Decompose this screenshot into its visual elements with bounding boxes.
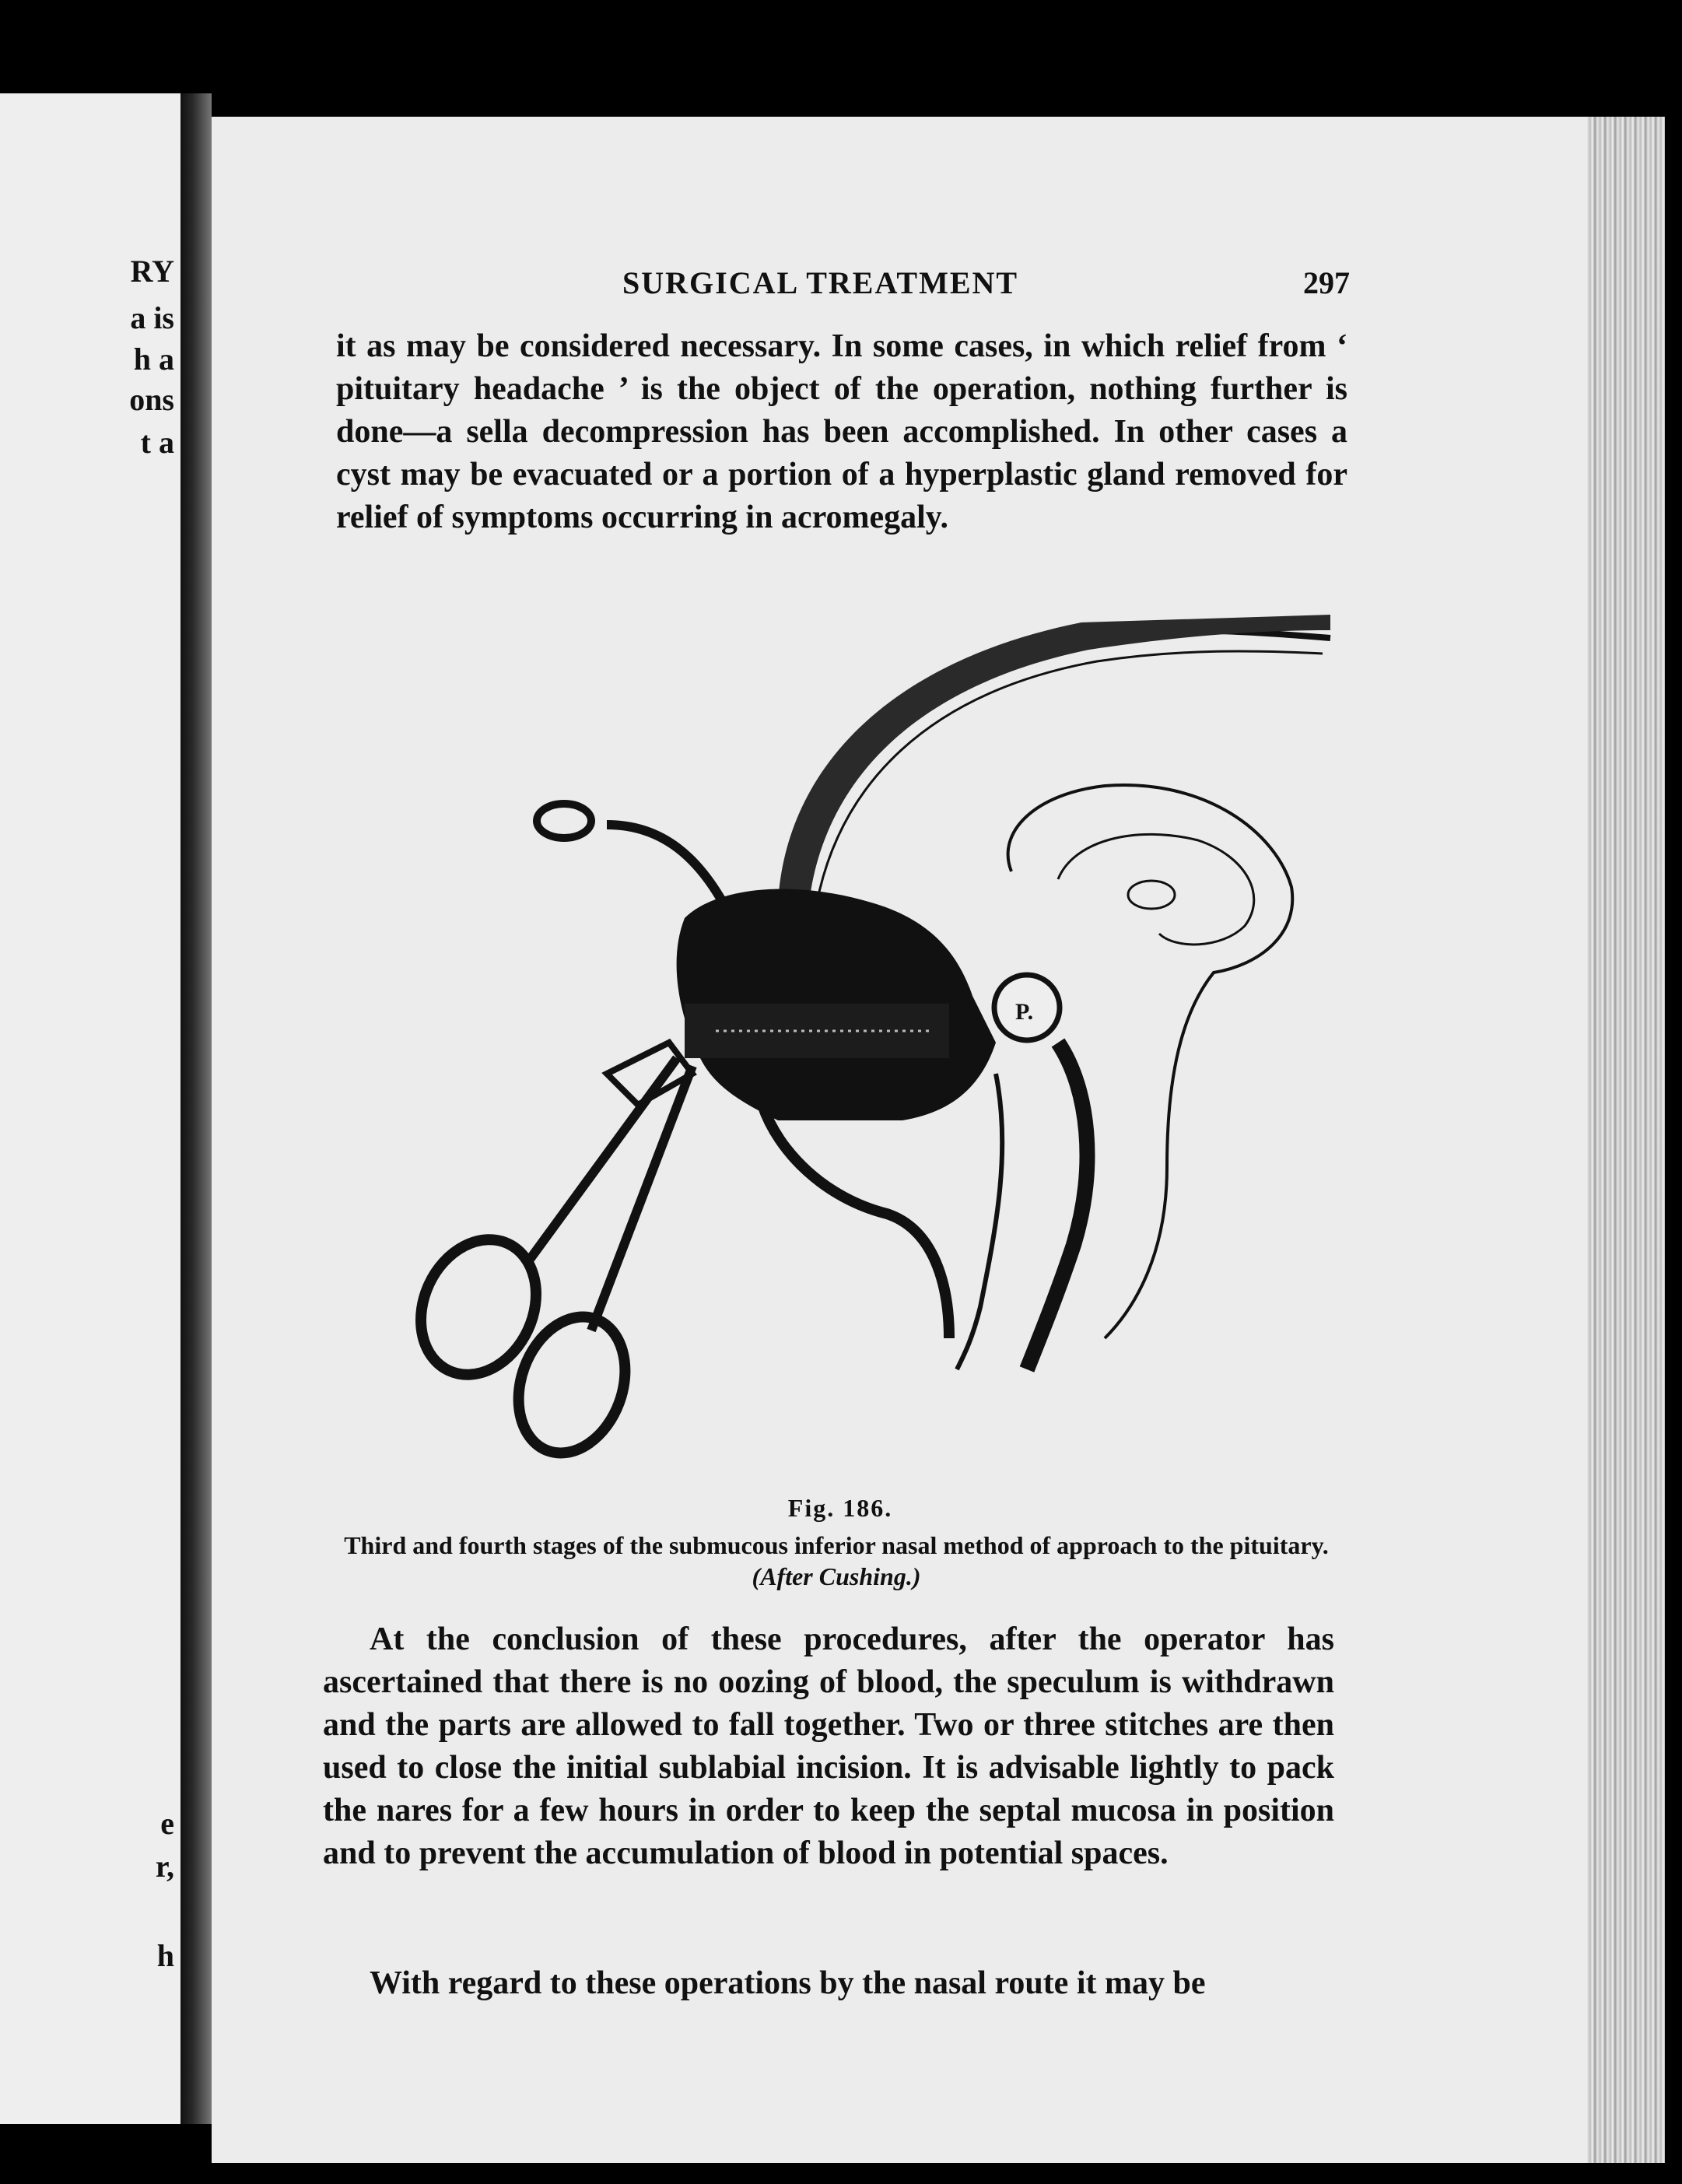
left-fragment-line: RY <box>130 254 174 289</box>
figure-caption-main: Third and fourth stages of the submucous inferior nasal method of approach to the pituitary. <box>344 1531 1329 1559</box>
left-fragment-line: h <box>156 1938 174 1973</box>
spinal-column <box>1027 1043 1087 1369</box>
forceps-ring-right <box>500 1302 643 1468</box>
book-gutter <box>180 93 212 2124</box>
brain-ventricle <box>1128 881 1175 909</box>
posterior-pharynx <box>957 1074 1002 1369</box>
left-fragment-line: a is <box>130 300 174 335</box>
brain-outline <box>1008 785 1293 1338</box>
skull-bone <box>778 615 1330 903</box>
paragraph-continuation: it as may be considered necessary. In some cases, in which relief from ‘ pituitary headache ’ is the object of the operation, nothing further is done—a sella decompression has been accomplished. In other cases a cyst may be evacuated or a portion of a hyperplastic gland removed for relief of symptoms occurring in acromegaly. <box>336 328 1347 535</box>
figure-label: Fig. 186. <box>787 1494 893 1522</box>
palate <box>762 1105 949 1338</box>
left-fragment-line: h a <box>133 342 174 377</box>
skull-arc-inner <box>817 651 1323 903</box>
figure-caption-credit: (After Cushing.) <box>752 1562 921 1590</box>
speculum-ring <box>537 804 591 838</box>
surgical-illustration <box>311 607 1369 1502</box>
paragraph-nasal-route: With regard to these operations by the nasal route it may be <box>370 1965 1206 2001</box>
paragraph-conclusion: At the conclusion of these procedures, after the operator has ascertained that there is no oozing of blood, the speculum is withdrawn and the parts are allowed to fall together. Two or three stitches are then used to close the initial sublabial incision. It is advisable lightly to pack the nares for a few hours in order to keep the septal mucosa in position and to prevent the accumulation of blood in potential spaces. <box>323 1621 1334 1871</box>
brain-inner <box>1058 834 1254 945</box>
left-fragment-line: ons <box>129 382 174 417</box>
skull-arc <box>794 631 1330 895</box>
left-page-fragment <box>0 93 180 2124</box>
pituitary-marker: P. <box>1015 999 1034 1025</box>
running-title: SURGICAL TREATMENT <box>622 265 1019 300</box>
left-fragment-line: t a <box>140 425 174 460</box>
page-number: 297 <box>1303 265 1350 300</box>
figure-caption <box>335 1530 1338 1592</box>
left-fragment-line: e <box>160 1806 174 1841</box>
left-fragment-line: r, <box>155 1849 174 1884</box>
page-edges <box>1587 117 1665 2163</box>
running-header <box>335 265 1350 311</box>
